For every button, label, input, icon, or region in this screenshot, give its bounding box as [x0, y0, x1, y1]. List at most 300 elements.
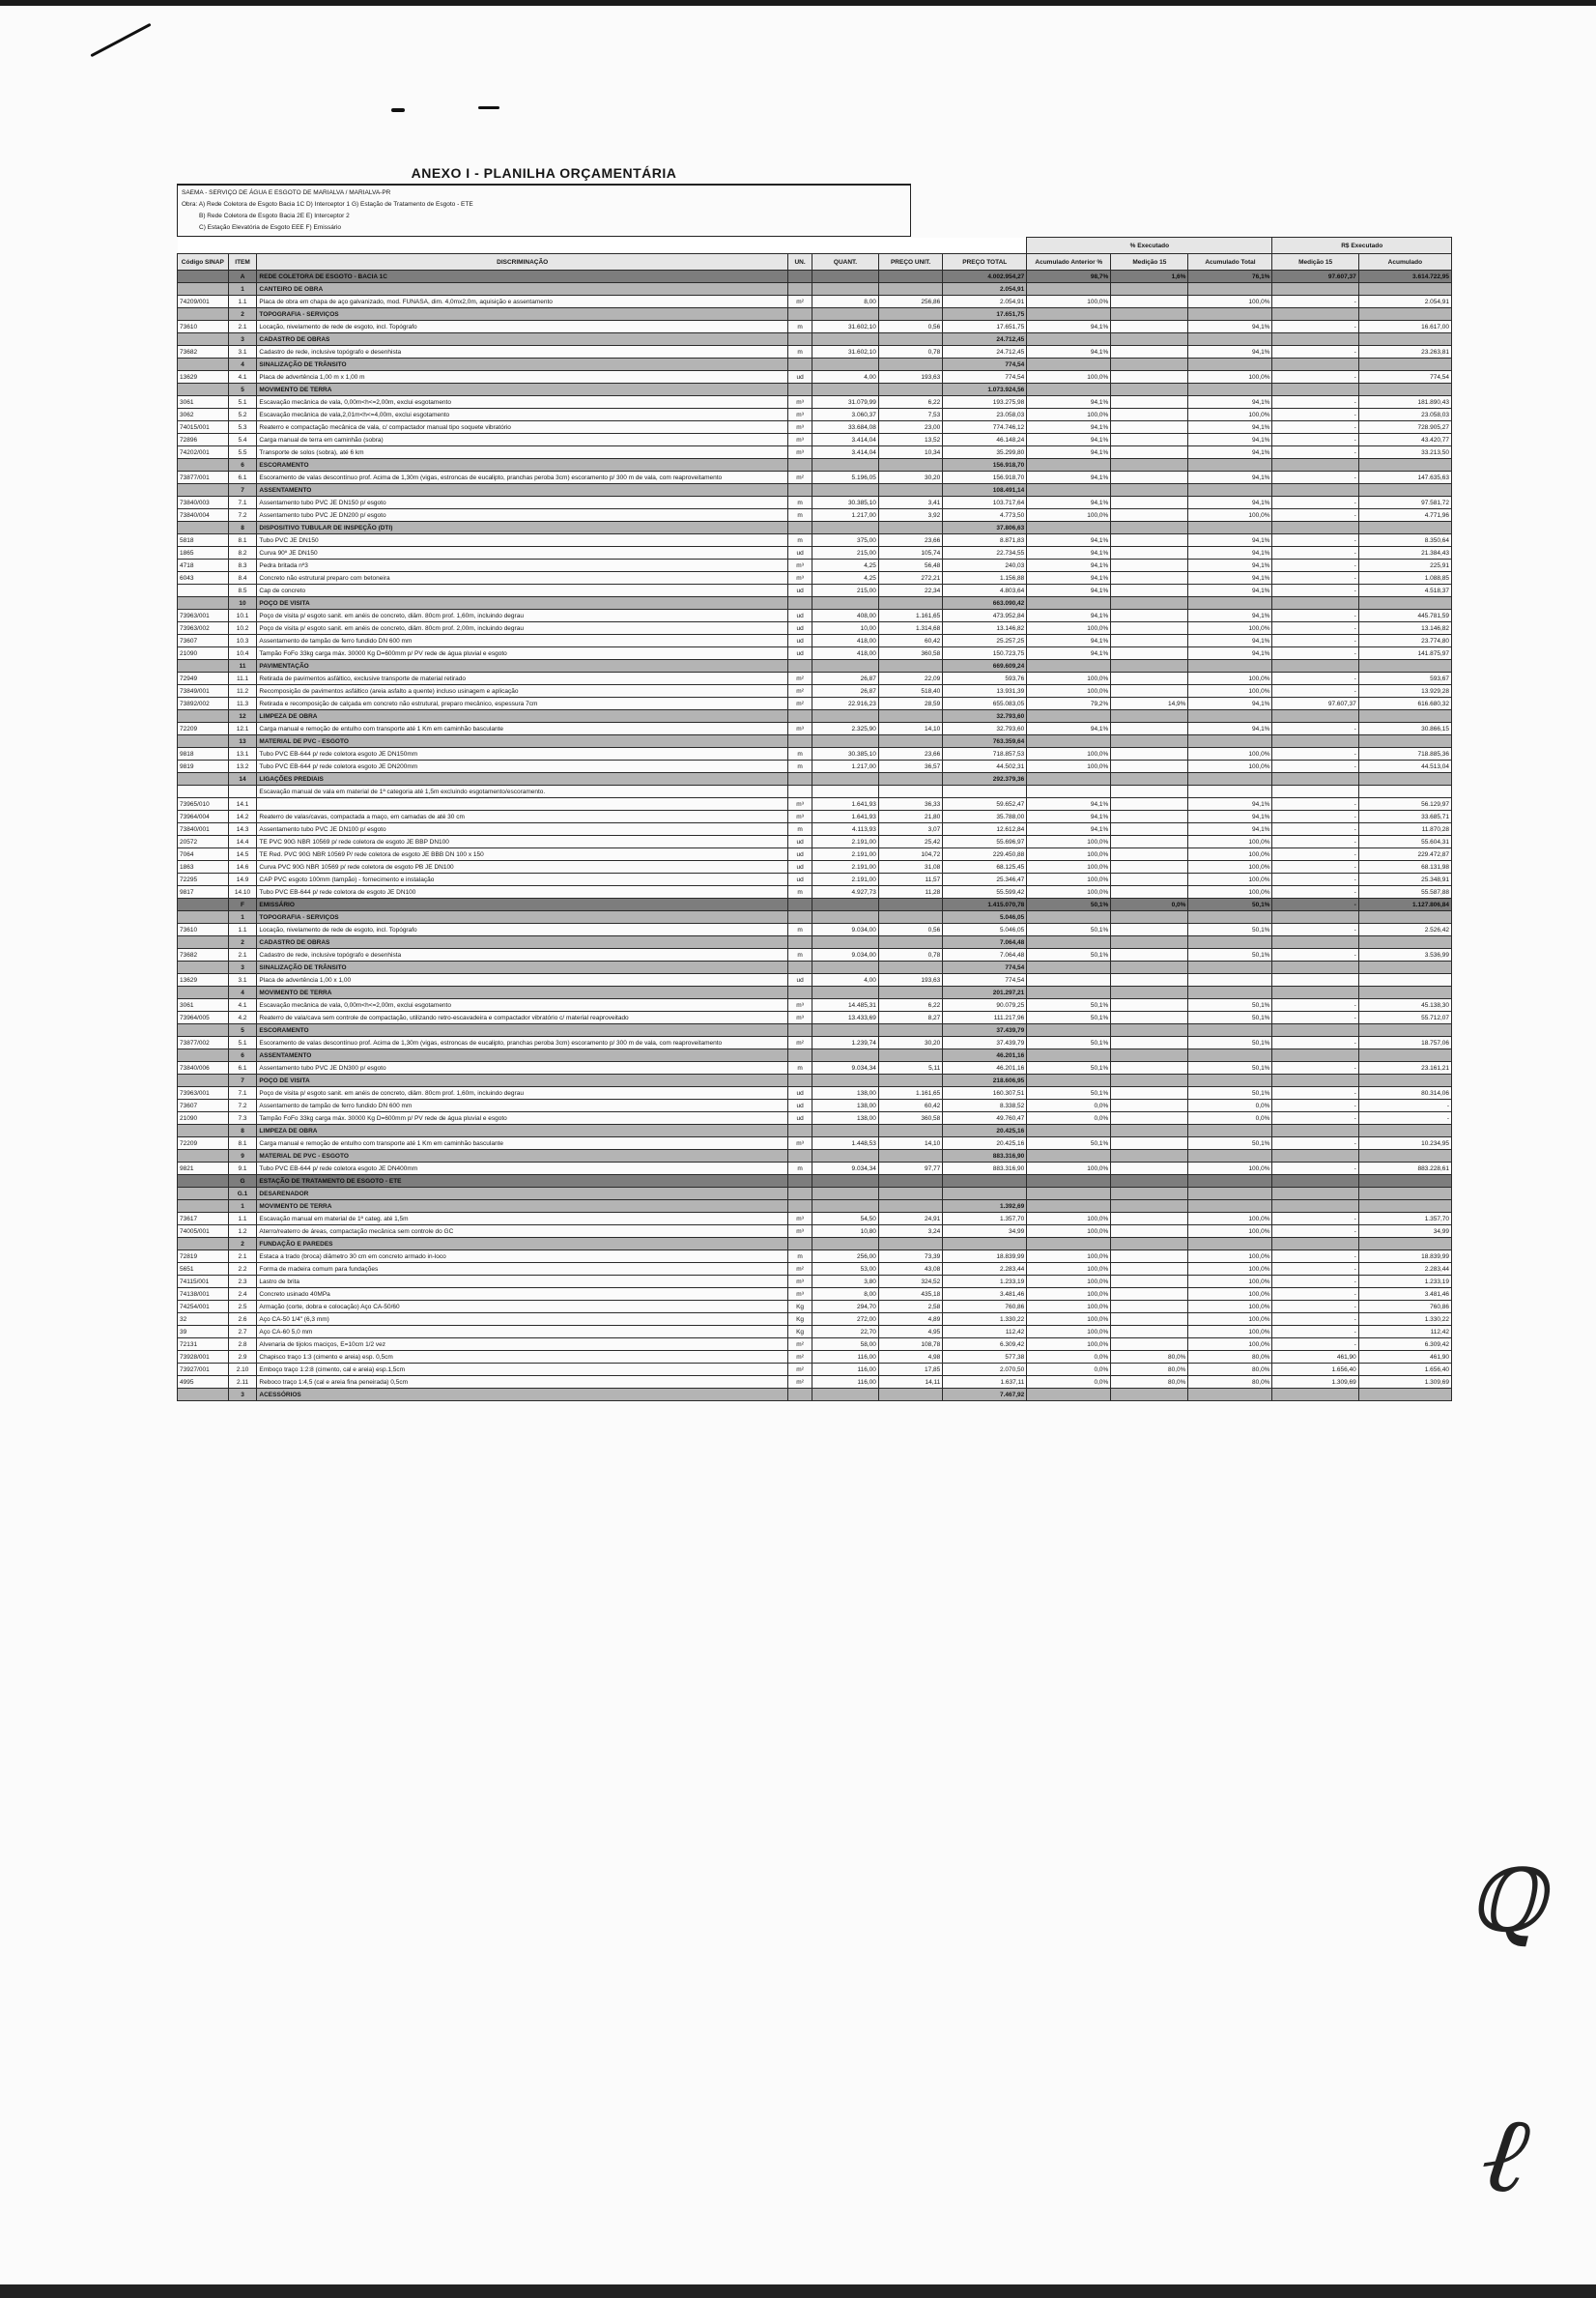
table-row	[178, 786, 1452, 798]
cell-code: 73927/001	[178, 1364, 229, 1376]
cell-acumulado-rs: 23.058,03	[1358, 409, 1451, 421]
cell-quant: 2.191,00	[812, 861, 879, 874]
cell-code: 9821	[178, 1163, 229, 1175]
cell-medicao	[1111, 773, 1188, 786]
cell-acum-total: 100,0%	[1188, 886, 1272, 899]
cell-un	[787, 735, 812, 748]
cell-acum-total	[1188, 936, 1272, 949]
table-row	[178, 723, 1452, 735]
cell-price-unit	[878, 271, 942, 283]
cell-acum-ant	[1027, 1075, 1111, 1087]
table-row	[178, 396, 1452, 409]
cell-acumulado-rs: 80.314,06	[1358, 1087, 1451, 1100]
cell-un: m	[787, 1062, 812, 1075]
cell-desc: LIGAÇÕES PREDIAIS	[257, 773, 788, 786]
cell-acumulado-rs: 1.127.806,84	[1358, 899, 1451, 911]
cell-acumulado-rs: 445.781,59	[1358, 610, 1451, 622]
cell-acum-total	[1188, 786, 1272, 798]
cell-un: m²	[787, 1263, 812, 1276]
cell-acumulado-rs	[1358, 962, 1451, 974]
cell-medicao-rs: -	[1272, 472, 1358, 484]
cell-un	[787, 710, 812, 723]
cell-price-total: 193.275,98	[943, 396, 1027, 409]
cell-desc: Cadastro de rede, inclusive topógrafo e desenhista	[257, 346, 788, 359]
cell-un: m³	[787, 446, 812, 459]
cell-medicao	[1111, 409, 1188, 421]
cell-desc: Armação (corte, dobra e colocação) Aço CA-50/60	[257, 1301, 788, 1313]
cell-acum-total: 94,1%	[1188, 497, 1272, 509]
cell-quant	[812, 271, 879, 283]
cell-price-total: 1.233,19	[943, 1276, 1027, 1288]
cell-desc: DISPOSITIVO TUBULAR DE INSPEÇÃO (DTI)	[257, 522, 788, 534]
cell-medicao	[1111, 748, 1188, 761]
cell-quant: 30.385,10	[812, 497, 879, 509]
cell-medicao	[1111, 635, 1188, 647]
cell-quant: 4.927,73	[812, 886, 879, 899]
cell-price-total: 229.450,88	[943, 848, 1027, 861]
cell-medicao: 0,0%	[1111, 899, 1188, 911]
cell-price-unit	[878, 660, 942, 673]
cell-item: 4.1	[228, 371, 257, 384]
cell-code: 72819	[178, 1250, 229, 1263]
table-row	[178, 1301, 1452, 1313]
cell-acumulado-rs: 55.604,31	[1358, 836, 1451, 848]
table-row	[178, 949, 1452, 962]
cell-un: m	[787, 886, 812, 899]
cell-price-unit	[878, 786, 942, 798]
cell-desc: REDE COLETORA DE ESGOTO - BACIA 1C	[257, 271, 788, 283]
cell-desc: ACESSÓRIOS	[257, 1389, 788, 1401]
cell-acum-ant: 100,0%	[1027, 296, 1111, 308]
cell-medicao	[1111, 1288, 1188, 1301]
cell-price-total: 156.918,70	[943, 472, 1027, 484]
cell-code	[178, 987, 229, 999]
cell-price-unit: 1.161,65	[878, 1087, 942, 1100]
cell-medicao	[1111, 1062, 1188, 1075]
cell-price-unit: 360,58	[878, 647, 942, 660]
table-row	[178, 572, 1452, 585]
cell-desc: Tubo PVC EB-644 p/ rede coletora esgoto JE DN200mm	[257, 761, 788, 773]
cell-code: 21090	[178, 647, 229, 660]
cell-acum-ant: 0,0%	[1027, 1376, 1111, 1389]
cell-price-unit	[878, 522, 942, 534]
cell-price-total: 3.481,46	[943, 1288, 1027, 1301]
cell-price-unit: 60,42	[878, 635, 942, 647]
cell-acum-total: 100,0%	[1188, 409, 1272, 421]
cell-medicao	[1111, 1175, 1188, 1188]
cell-un: ud	[787, 861, 812, 874]
cell-un	[787, 1125, 812, 1137]
cell-acum-total: 94,1%	[1188, 472, 1272, 484]
cell-price-unit: 4,98	[878, 1351, 942, 1364]
cell-price-total: 218.606,95	[943, 1075, 1027, 1087]
cell-desc: Placa de obra em chapa de aço galvanizado, mod. FUNASA, dim. 4,0mx2,0m, aquisição e assentamento	[257, 296, 788, 308]
cell-acum-total	[1188, 911, 1272, 924]
cell-medicao-rs: -	[1272, 1225, 1358, 1238]
cell-acum-total	[1188, 1238, 1272, 1250]
cell-quant: 10,00	[812, 622, 879, 635]
cell-medicao-rs: -	[1272, 497, 1358, 509]
cell-acumulado-rs	[1358, 1188, 1451, 1200]
cell-acumulado-rs	[1358, 283, 1451, 296]
cell-acum-total	[1188, 1200, 1272, 1213]
table-row	[178, 321, 1452, 333]
cell-code: 73610	[178, 924, 229, 936]
cell-medicao	[1111, 1049, 1188, 1062]
cell-price-unit: 4,95	[878, 1326, 942, 1338]
group-row	[178, 1188, 1452, 1200]
cell-medicao	[1111, 446, 1188, 459]
cell-medicao-rs	[1272, 660, 1358, 673]
cell-acumulado-rs: 97.581,72	[1358, 497, 1451, 509]
cell-acumulado-rs	[1358, 384, 1451, 396]
cell-un: m	[787, 497, 812, 509]
cell-acum-ant: 100,0%	[1027, 861, 1111, 874]
cell-code: 73877/001	[178, 472, 229, 484]
cell-un	[787, 987, 812, 999]
cell-acumulado-rs	[1358, 710, 1451, 723]
cell-medicao-rs: -	[1272, 585, 1358, 597]
cell-price-total: 22.734,55	[943, 547, 1027, 560]
cell-medicao-rs: -	[1272, 434, 1358, 446]
cell-quant: 4,00	[812, 974, 879, 987]
cell-medicao	[1111, 1125, 1188, 1137]
cell-acum-ant: 100,0%	[1027, 761, 1111, 773]
col-header-quant: QUANT.	[812, 254, 879, 271]
cell-quant	[812, 660, 879, 673]
table-row	[178, 547, 1452, 560]
cell-un: m	[787, 748, 812, 761]
group-row	[178, 911, 1452, 924]
table-row	[178, 1037, 1452, 1049]
cell-un	[787, 484, 812, 497]
cell-price-unit	[878, 333, 942, 346]
cell-acum-total: 100,0%	[1188, 748, 1272, 761]
cell-acum-ant: 100,0%	[1027, 1225, 1111, 1238]
cell-medicao	[1111, 710, 1188, 723]
cell-desc: Tubo PVC EB-644 p/ rede coletora esgoto JE DN400mm	[257, 1163, 788, 1175]
cell-price-total: 37.806,63	[943, 522, 1027, 534]
cell-price-total: 150.723,75	[943, 647, 1027, 660]
col-header-preco-unit: PREÇO UNIT.	[878, 254, 942, 271]
cell-medicao	[1111, 949, 1188, 962]
cell-item: 2	[228, 308, 257, 321]
cell-un	[787, 899, 812, 911]
cell-code: 73963/001	[178, 610, 229, 622]
cell-acum-ant: 94,1%	[1027, 572, 1111, 585]
section-row	[178, 271, 1452, 283]
cell-acumulado-rs: 3.536,99	[1358, 949, 1451, 962]
cell-medicao-rs: -	[1272, 1288, 1358, 1301]
cell-acum-total: 100,0%	[1188, 848, 1272, 861]
cell-item: 6	[228, 1049, 257, 1062]
cell-desc: Forma de madeira comum para fundações	[257, 1263, 788, 1276]
cell-code: 74138/001	[178, 1288, 229, 1301]
cell-un: m²	[787, 673, 812, 685]
cell-acum-ant: 94,1%	[1027, 547, 1111, 560]
table-row	[178, 848, 1452, 861]
cell-medicao	[1111, 283, 1188, 296]
cell-quant: 31.602,10	[812, 346, 879, 359]
cell-item: 7.2	[228, 509, 257, 522]
cell-un	[787, 597, 812, 610]
cell-price-total: 2.054,91	[943, 283, 1027, 296]
cell-quant: 1.641,93	[812, 811, 879, 823]
cell-quant: 256,00	[812, 1250, 879, 1263]
group-row	[178, 1125, 1452, 1137]
cell-price-total: 4.803,64	[943, 585, 1027, 597]
cell-acum-ant: 100,0%	[1027, 409, 1111, 421]
cell-code	[178, 735, 229, 748]
cell-desc: Aço CA-50 1/4" (6,3 mm)	[257, 1313, 788, 1326]
cell-price-unit: 21,80	[878, 811, 942, 823]
table-row	[178, 534, 1452, 547]
cell-price-unit	[878, 710, 942, 723]
cell-quant: 58,00	[812, 1338, 879, 1351]
cell-quant: 13.433,69	[812, 1012, 879, 1024]
cell-price-total: 23.058,03	[943, 409, 1027, 421]
col-header-medicao-15-rs: Medição 15	[1272, 254, 1358, 271]
cell-quant: 22.916,23	[812, 698, 879, 710]
cell-code: 73877/002	[178, 1037, 229, 1049]
cell-quant: 138,00	[812, 1112, 879, 1125]
cell-acum-total: 100,0%	[1188, 1326, 1272, 1338]
cell-quant: 26,87	[812, 685, 879, 698]
cell-desc: Locação, nivelamento de rede de esgoto, incl. Topógrafo	[257, 924, 788, 936]
cell-desc: Alvenaria de tijolos maciços, E=10cm 1/2 vez	[257, 1338, 788, 1351]
cell-price-total: 1.357,70	[943, 1213, 1027, 1225]
cell-price-unit	[878, 384, 942, 396]
cell-medicao-rs	[1272, 1200, 1358, 1213]
cell-item: 8.5	[228, 585, 257, 597]
cell-acum-total	[1188, 974, 1272, 987]
cell-medicao	[1111, 1024, 1188, 1037]
cell-quant: 5.196,05	[812, 472, 879, 484]
cell-acum-ant: 94,1%	[1027, 497, 1111, 509]
cell-medicao-rs	[1272, 987, 1358, 999]
cell-code: 73840/003	[178, 497, 229, 509]
cell-medicao	[1111, 1163, 1188, 1175]
cell-price-total: 577,38	[943, 1351, 1027, 1364]
cell-medicao-rs: -	[1272, 1213, 1358, 1225]
cell-medicao-rs	[1272, 773, 1358, 786]
cell-price-unit	[878, 899, 942, 911]
cell-item: 9	[228, 1150, 257, 1163]
table-row	[178, 1087, 1452, 1100]
cell-price-total: 760,86	[943, 1301, 1027, 1313]
cell-quant: 4.113,93	[812, 823, 879, 836]
cell-medicao-rs	[1272, 1049, 1358, 1062]
cell-acum-ant: 0,0%	[1027, 1351, 1111, 1364]
cell-quant	[812, 1150, 879, 1163]
cell-acum-total	[1188, 987, 1272, 999]
cell-medicao	[1111, 1150, 1188, 1163]
cell-medicao	[1111, 1075, 1188, 1087]
cell-code: 9818	[178, 748, 229, 761]
cell-acum-total: 100,0%	[1188, 861, 1272, 874]
cell-code: 72209	[178, 1137, 229, 1150]
cell-medicao	[1111, 622, 1188, 635]
table-row	[178, 1100, 1452, 1112]
cell-price-total: 13.931,39	[943, 685, 1027, 698]
cell-quant	[812, 459, 879, 472]
cell-medicao-rs: -	[1272, 296, 1358, 308]
cell-acum-ant: 50,1%	[1027, 1012, 1111, 1024]
cell-medicao-rs: -	[1272, 1112, 1358, 1125]
cell-desc: Poço de visita p/ esgoto sanit. em anéis de concreto, diâm. 80cm prof. 1,60m, incluindo degrau	[257, 1087, 788, 1100]
cell-price-total: 774,54	[943, 359, 1027, 371]
cell-price-unit: 193,63	[878, 974, 942, 987]
cell-price-total: 17.651,75	[943, 308, 1027, 321]
cell-price-total	[943, 1175, 1027, 1188]
cell-code	[178, 1188, 229, 1200]
cell-medicao	[1111, 333, 1188, 346]
cell-quant: 4,25	[812, 560, 879, 572]
cell-quant	[812, 1024, 879, 1037]
cell-acumulado-rs: 718.885,36	[1358, 748, 1451, 761]
cell-medicao-rs: -	[1272, 1326, 1358, 1338]
cell-price-total: 46.201,16	[943, 1062, 1027, 1075]
cell-code: 13629	[178, 371, 229, 384]
col-header-acum-total: Acumulado Total	[1188, 254, 1272, 271]
cell-un	[787, 773, 812, 786]
group-row	[178, 1075, 1452, 1087]
table-row	[178, 823, 1452, 836]
cell-desc: Pedra britada nº3	[257, 560, 788, 572]
cell-price-total: 883.316,90	[943, 1150, 1027, 1163]
cell-price-unit: 23,00	[878, 421, 942, 434]
cell-acum-ant: 50,1%	[1027, 999, 1111, 1012]
cell-price-unit: 3,24	[878, 1225, 942, 1238]
cell-acum-ant	[1027, 786, 1111, 798]
cell-acumulado-rs	[1358, 1238, 1451, 1250]
cell-acumulado-rs: 883.228,61	[1358, 1163, 1451, 1175]
cell-code	[178, 1175, 229, 1188]
cell-medicao-rs	[1272, 1150, 1358, 1163]
cell-un	[787, 936, 812, 949]
cell-medicao	[1111, 1301, 1188, 1313]
cell-price-unit: 256,86	[878, 296, 942, 308]
cell-acumulado-rs	[1358, 459, 1451, 472]
table-row	[178, 421, 1452, 434]
cell-price-unit: 1.161,65	[878, 610, 942, 622]
cell-item: 1.1	[228, 296, 257, 308]
cell-quant: 375,00	[812, 534, 879, 547]
cell-un: m³	[787, 1137, 812, 1150]
cell-acumulado-rs: 16.617,00	[1358, 321, 1451, 333]
group-row	[178, 308, 1452, 321]
cell-acum-ant: 100,0%	[1027, 673, 1111, 685]
cell-un: m	[787, 321, 812, 333]
cell-un: m²	[787, 1351, 812, 1364]
cell-acum-ant	[1027, 597, 1111, 610]
cell-medicao: 1,6%	[1111, 271, 1188, 283]
cell-item: 13.2	[228, 761, 257, 773]
cell-item: 7	[228, 1075, 257, 1087]
cell-code: 21090	[178, 1112, 229, 1125]
cell-medicao-rs: 97.607,37	[1272, 698, 1358, 710]
col-header-codigo: Código SINAP	[178, 254, 229, 271]
cell-code	[178, 1049, 229, 1062]
cell-price-total: 763.359,64	[943, 735, 1027, 748]
cell-un: m³	[787, 1225, 812, 1238]
cell-medicao	[1111, 534, 1188, 547]
cell-acumulado-rs: 1.656,40	[1358, 1364, 1451, 1376]
cell-acum-ant: 50,1%	[1027, 924, 1111, 936]
cell-item: 10.4	[228, 647, 257, 660]
table-row	[178, 1276, 1452, 1288]
cell-desc: Curva 90º JE DN150	[257, 547, 788, 560]
group-row	[178, 359, 1452, 371]
cell-item: 2.9	[228, 1351, 257, 1364]
cell-quant: 33.684,08	[812, 421, 879, 434]
cell-medicao-rs	[1272, 974, 1358, 987]
cell-un: m	[787, 534, 812, 547]
cell-medicao	[1111, 761, 1188, 773]
cell-code: 9817	[178, 886, 229, 899]
cell-medicao-rs: -	[1272, 1012, 1358, 1024]
cell-medicao-rs: -	[1272, 1338, 1358, 1351]
cell-price-unit: 2,58	[878, 1301, 942, 1313]
group-row	[178, 597, 1452, 610]
cell-price-total: 160.307,51	[943, 1087, 1027, 1100]
table-row	[178, 861, 1452, 874]
group-row	[178, 1024, 1452, 1037]
cell-acum-ant: 100,0%	[1027, 1163, 1111, 1175]
cell-quant: 8,00	[812, 1288, 879, 1301]
cell-desc: Reaterro e compactação mecânica de vala, c/ compactador manual tipo soquete vibratório	[257, 421, 788, 434]
cell-acum-ant: 50,1%	[1027, 1037, 1111, 1049]
cell-medicao	[1111, 735, 1188, 748]
cell-medicao-rs: -	[1272, 1301, 1358, 1313]
cell-acum-total: 50,1%	[1188, 1062, 1272, 1075]
cell-acum-ant: 100,0%	[1027, 1326, 1111, 1338]
cell-price-total: 34,99	[943, 1225, 1027, 1238]
cell-price-total: 8.338,52	[943, 1100, 1027, 1112]
cell-code: 73928/001	[178, 1351, 229, 1364]
cell-acumulado-rs	[1358, 974, 1451, 987]
cell-code	[178, 899, 229, 911]
cell-medicao-rs: -	[1272, 1100, 1358, 1112]
cell-code	[178, 384, 229, 396]
cell-acum-ant: 94,1%	[1027, 811, 1111, 823]
cell-acumulado-rs: 44.513,04	[1358, 761, 1451, 773]
cell-acum-ant: 98,7%	[1027, 271, 1111, 283]
cell-item: G	[228, 1175, 257, 1188]
table-row	[178, 409, 1452, 421]
cell-medicao-rs: -	[1272, 509, 1358, 522]
cell-quant	[812, 899, 879, 911]
cell-item: 2.3	[228, 1276, 257, 1288]
cell-quant: 3,80	[812, 1276, 879, 1288]
cell-price-unit: 108,78	[878, 1338, 942, 1351]
cell-acum-total: 100,0%	[1188, 1276, 1272, 1288]
cell-code	[178, 1075, 229, 1087]
cell-code	[178, 1024, 229, 1037]
cell-acum-ant	[1027, 660, 1111, 673]
cell-medicao-rs: -	[1272, 346, 1358, 359]
cell-code: 74115/001	[178, 1276, 229, 1288]
cell-price-total: 663.090,42	[943, 597, 1027, 610]
cell-desc: Curva PVC 90G NBR 10569 p/ rede coletora de esgoto PB JE DN100	[257, 861, 788, 874]
cell-medicao-rs	[1272, 1075, 1358, 1087]
cell-medicao	[1111, 1188, 1188, 1200]
cell-item: 6.1	[228, 472, 257, 484]
cell-desc: LIMPEZA DE OBRA	[257, 710, 788, 723]
table-row	[178, 1163, 1452, 1175]
cell-code: 73964/004	[178, 811, 229, 823]
cell-un	[787, 1024, 812, 1037]
